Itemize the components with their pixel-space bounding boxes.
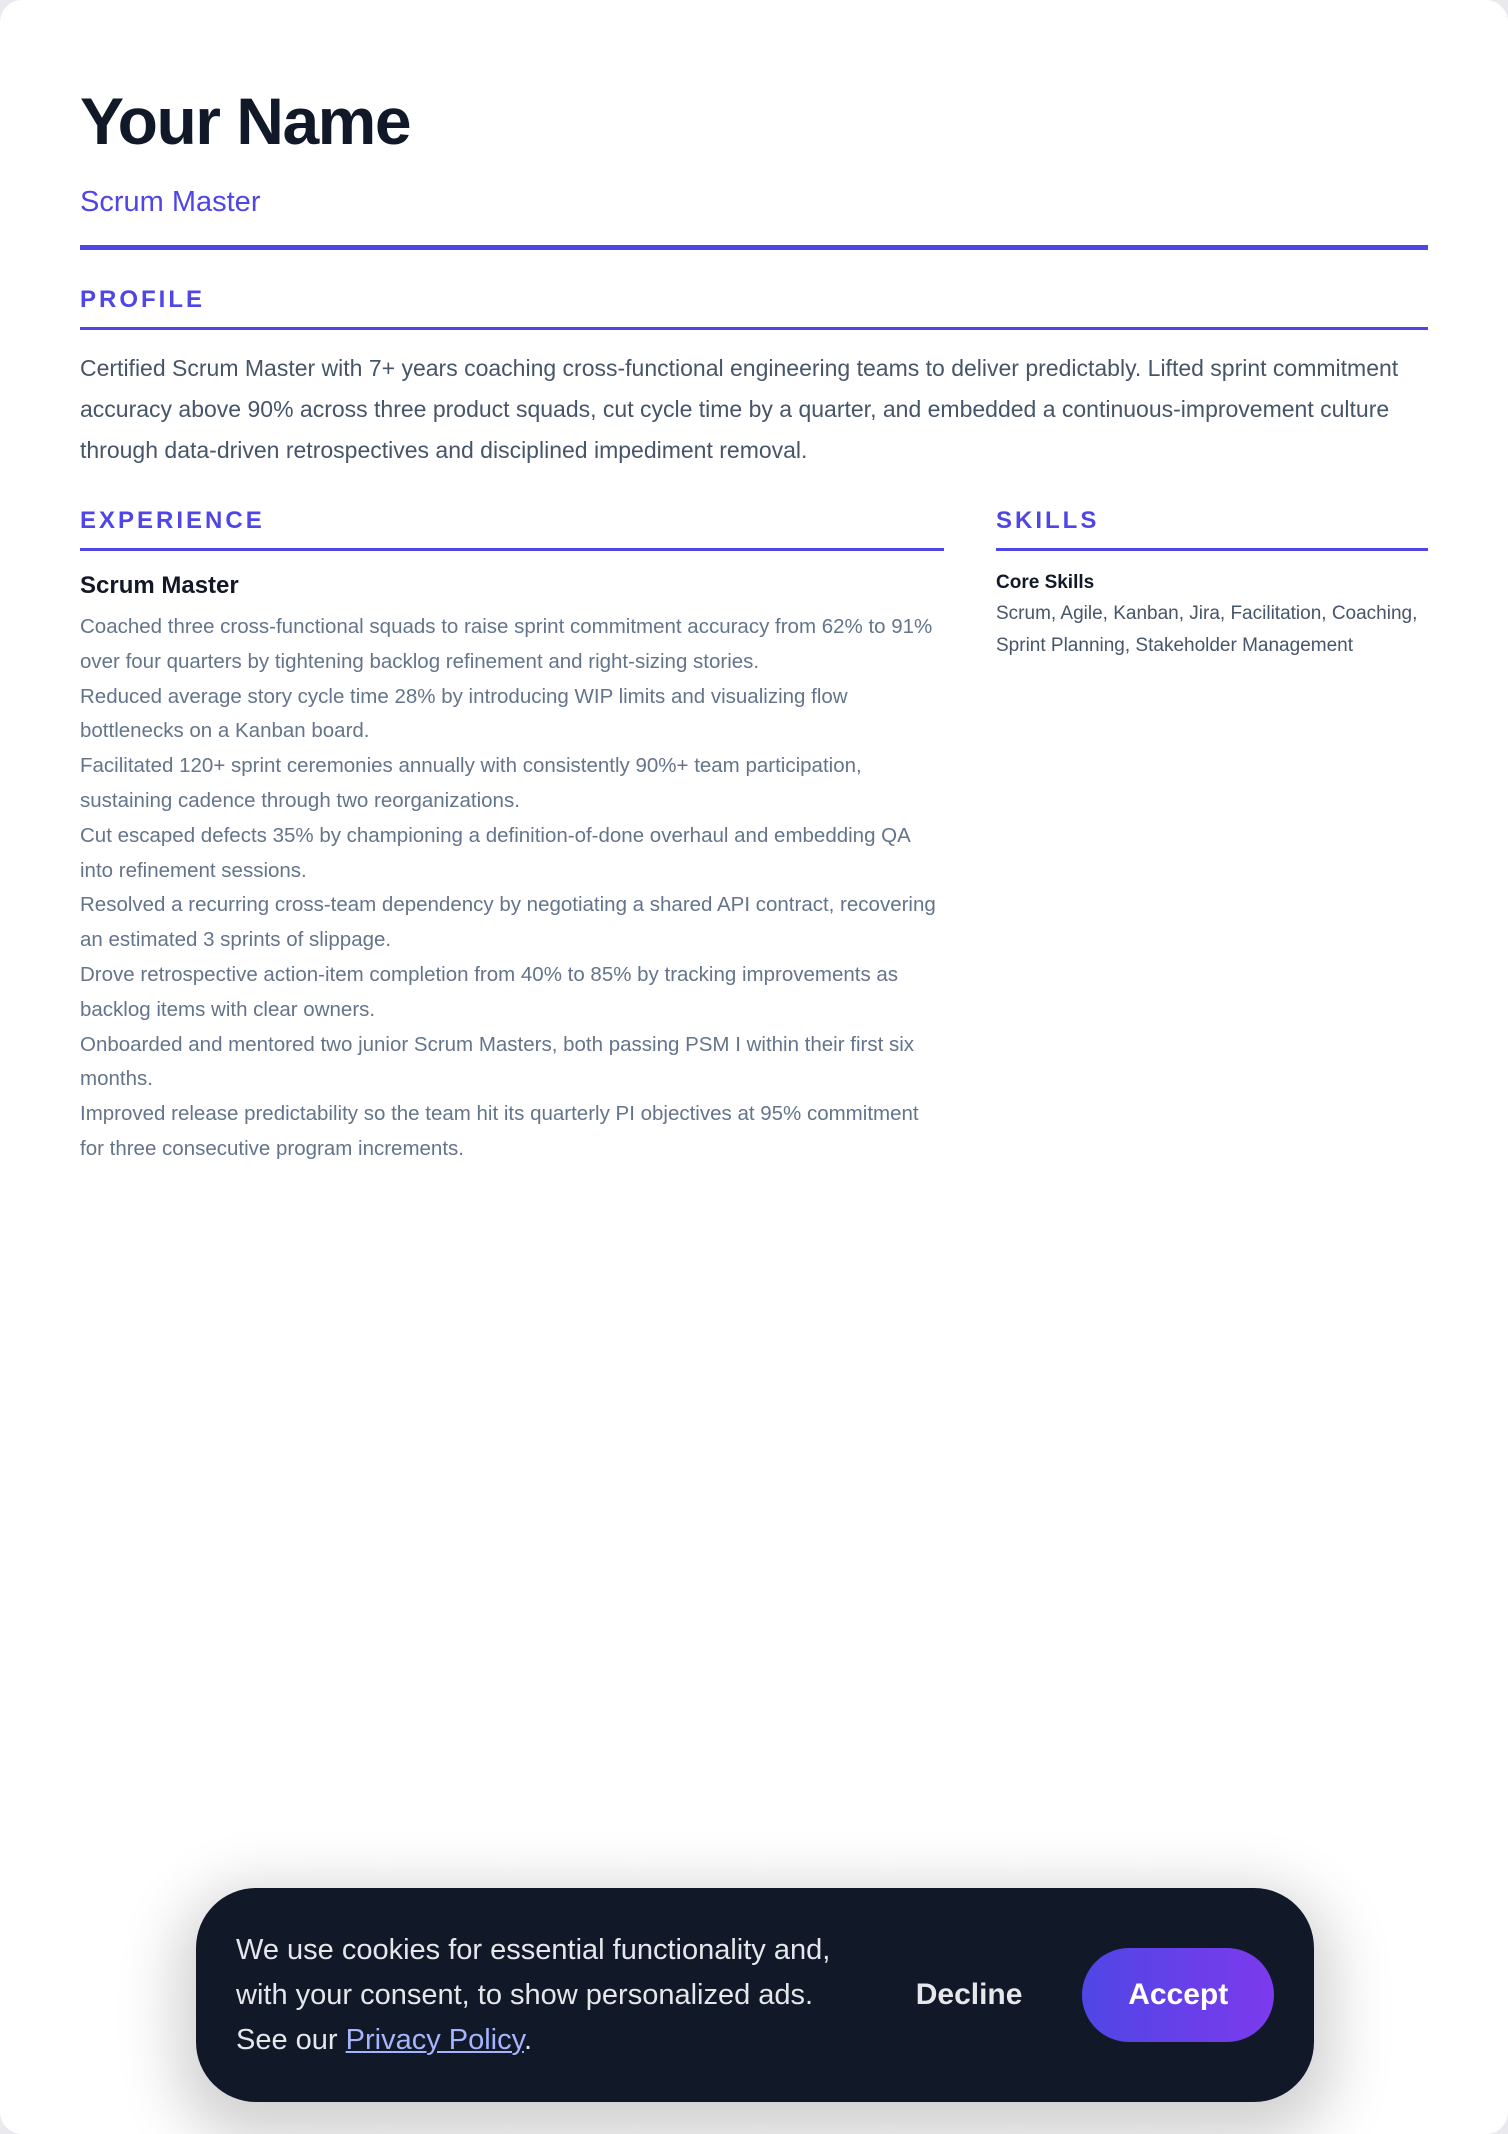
experience-section — [80, 509, 944, 1167]
profile-divider — [80, 327, 1428, 330]
resume-columns — [80, 509, 1428, 1167]
accept-button[interactable]: Accept — [1082, 1948, 1274, 2042]
skills-section — [996, 509, 1428, 1167]
cookie-message — [236, 1928, 848, 2063]
experience-bullet: Improved release predictability so the team hit its quarterly PI objectives at 95% commitment for three consecutive program increments. — [80, 1102, 919, 1160]
profile-summary: Certified Scrum Master with 7+ years coaching cross-functional engineering teams to deliver predictably. Lifted sprint commitment accuracy above 90% across three product squads, cut cycle time by a quarter, and embedded a continuous-improvement culture through data-driven retrospectives and disciplined impediment removal. — [80, 355, 1399, 463]
cookie-message-end: . — [523, 2023, 533, 2056]
cookie-message-text: We use cookies for essential functionality and, with your consent, to show personalized ads. See our — [236, 1933, 831, 2056]
privacy-policy-link[interactable]: Privacy Policy — [345, 2023, 524, 2056]
experience-bullet: Drove retrospective action-item completion from 40% to 85% by tracking improvements as backlog items with clear owners. — [80, 962, 899, 1021]
cookie-banner — [196, 1888, 1314, 2102]
experience-bullet: Coached three cross-functional squads to raise sprint commitment accuracy from 62% to 91% over four quarters by tightening backlog refinement and right-sizing stories. — [80, 615, 933, 673]
experience-bullet: Cut escaped defects 35% by championing a definition-of-done overhaul and embedding QA into refinement sessions. — [80, 823, 910, 882]
profile-section — [80, 288, 1428, 471]
experience-bullets — [80, 610, 944, 1167]
candidate-role: Scrum Master — [80, 186, 261, 218]
decline-button[interactable]: Decline — [915, 1978, 1023, 2011]
experience-divider — [80, 548, 944, 551]
skills-divider — [996, 548, 1428, 551]
skills-heading: SKILLS — [996, 507, 1100, 534]
skill-list: Scrum, Agile, Kanban, Jira, Facilitation, Coaching, Sprint Planning, Stakeholder Management — [996, 603, 1418, 656]
experience-bullet: Reduced average story cycle time 28% by introducing WIP limits and visualizing flow bottlenecks on a Kanban board. — [80, 684, 848, 743]
experience-bullet: Resolved a recurring cross-team dependency by negotiating a shared API contract, recovering an estimated 3 sprints of slippage. — [80, 893, 936, 952]
experience-bullet: Onboarded and mentored two junior Scrum Masters, both passing PSM I within their first six months. — [80, 1032, 915, 1091]
header-divider — [80, 245, 1428, 250]
skill-category: Core Skills — [996, 572, 1095, 593]
job-title: Scrum Master — [80, 572, 239, 599]
experience-heading: EXPERIENCE — [80, 507, 265, 534]
experience-bullet: Facilitated 120+ sprint ceremonies annually with consistently 90%+ team participation, sustaining cadence through two reorganizations. — [80, 754, 862, 812]
candidate-name: Your Name — [80, 84, 411, 158]
profile-heading: PROFILE — [80, 286, 206, 313]
